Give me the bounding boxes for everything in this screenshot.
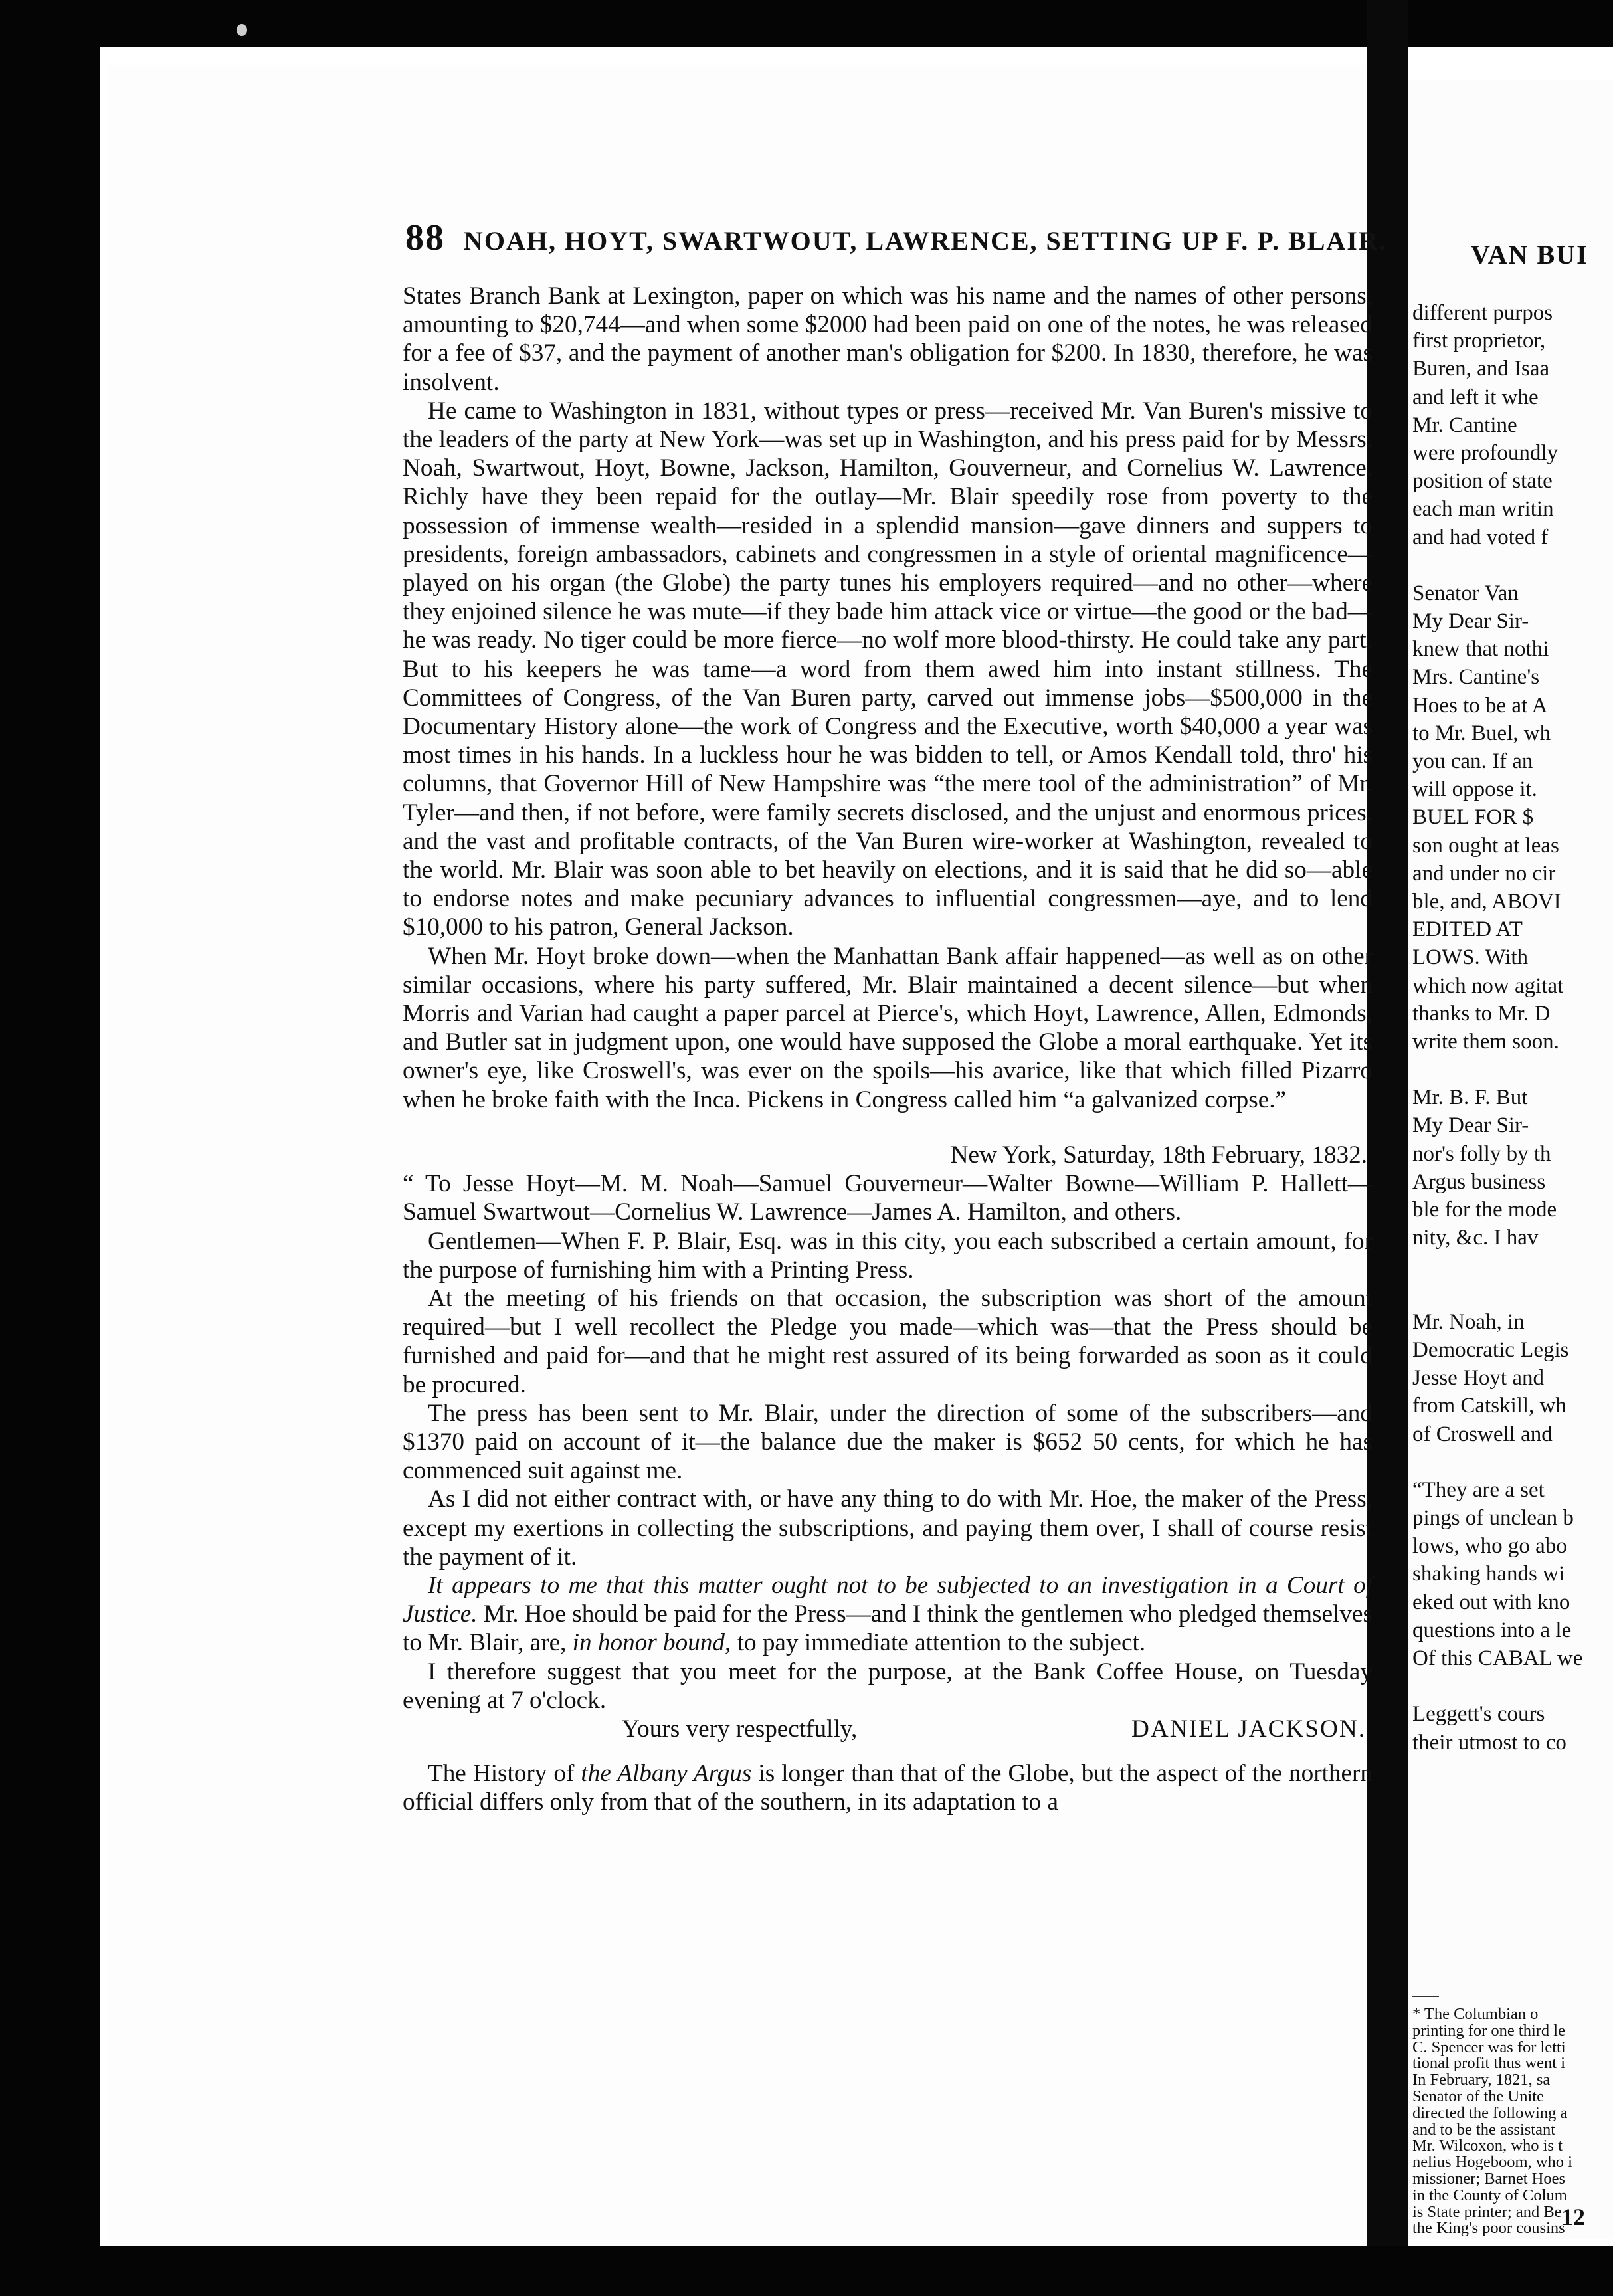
letter-paragraph: Gentlemen—When F. P. Blair, Esq. was in this city, you each subscribed a certain amount, for the purpose of furnishing him with a Printing Press. (403, 1227, 1373, 1284)
facing-page-line: pings of unclean b (1412, 1506, 1574, 1531)
text-run: to pay immediate attention to the subject. (731, 1629, 1146, 1657)
facing-page-line (1412, 1280, 1613, 1308)
running-title: NOAH, HOYT, SWARTWOUT, LAWRENCE, SETTING UP F. P. BLAIR. (464, 226, 1387, 256)
facing-page-line: different purpos (1412, 301, 1553, 325)
facing-page-line: My Dear Sir- (1412, 1113, 1529, 1138)
facing-page-line: of Croswell and (1412, 1422, 1553, 1446)
facing-page-line: shaking hands wi (1412, 1562, 1565, 1586)
scan-border-bottom (0, 2246, 1613, 2296)
italic-text: It appears to me that this matter ought not to be subjected to an investigation in a Court of Justice. (403, 1571, 1373, 1628)
facing-page-line: position of state (1412, 469, 1553, 494)
letter-paragraph (403, 1571, 1373, 1658)
italic-text: the Albany Argus (581, 1760, 752, 1788)
footnote-line: nelius Hogeboom, who i (1412, 2153, 1572, 2172)
letter-signature: DANIEL JACKSON. (1131, 1715, 1366, 1743)
footnote-line: Mr. Wilcoxon, who is t (1412, 2137, 1563, 2155)
facing-page-line: their utmost to co (1412, 1730, 1566, 1755)
paragraph (403, 1759, 1373, 1816)
facing-page-line: Senator Van (1412, 581, 1519, 605)
facing-page-line (1412, 1252, 1613, 1280)
facing-page-line: Buren, and Isaa (1412, 357, 1550, 381)
paragraph: He came to Washington in 1831, without types or press—received Mr. Van Buren's missive to the leaders of the party at New York—was set up in Washington, and his press paid for by Messrs. Noah, Swartwout, Hoyt, Bowne, Jackson, Hamilton, Gouverneur, and Cornelius W. Lawrence. Richly have they been repaid for the outlay—Mr. Blair speedily rose from poverty to the possession of immense wealth—resided in a splendid mansion—gave dinners and suppers to presidents, foreign ambassadors, cabinets and congressmen in a style of oriental magnificence—played on his organ (the Globe) the party tunes his employers required—and no other—where they enjoined silence he was mute—if they bade him attack vice or virtue—the good or the bad—he was ready. No tiger could be more fierce—no wolf more blood-thirsty. He could take any part. But to his keepers he was tame—a word from them awed him into instant stillness. The Committees of Congress, of the Van Buren party, carved out immense jobs—$500,000 in the Documentary History alone—the work of Congress and the Executive, worth $40,000 a year was most times in his hands. In a luckless hour he was bidden to tell, or Amos Kendall told, thro' his columns, that Governor Hill of New Hampshire was “the mere tool of the administration” of Mr. Tyler—and then, if not before, were family secrets disclosed, and the unjust and enormous prices, and the vast and profitable contracts, of the Van Buren wire-worker at Washington, revealed to the world. Mr. Blair was soon able to bet heavily on elections, and it is said that he did so—able to endorse notes and make pecuniary advances to influential congressmen—aye, and to lend $10,000 to his patron, General Jackson. (403, 397, 1373, 941)
facing-page-line: each man writin (1412, 497, 1554, 522)
facing-page-line: Leggett's cours (1412, 1702, 1545, 1727)
facing-page-line: questions into a le (1412, 1618, 1572, 1642)
footnote-rule (1412, 1996, 1439, 1997)
footnote-line: C. Spencer was for letti (1412, 2038, 1566, 2056)
facing-page-line: LOWS. With (1412, 945, 1529, 970)
letter-paragraph: The press has been sent to Mr. Blair, under the direction of some of the subscribers—and $1370 paid on account of it—the balance due the maker is $652 50 cents, for which he has commenced suit against me. (403, 1399, 1373, 1485)
facing-page-line: Argus business (1412, 1169, 1546, 1194)
footnote-line: the King's poor cousins (1412, 2219, 1565, 2238)
facing-page-line: ble for the mode (1412, 1198, 1557, 1222)
page-number: 88 (405, 217, 445, 258)
facing-page-line: Mrs. Cantine's (1412, 665, 1540, 690)
facing-page-line: and had voted f (1412, 525, 1549, 549)
scan-speck (237, 24, 247, 36)
facing-page-line: knew that nothi (1412, 637, 1549, 662)
book-page-right-cropped (1408, 80, 1613, 2239)
paragraph: States Branch Bank at Lexington, paper on which was his name and the names of other persons, amounting to $20,744—and when some $2000 had been paid on one of the notes, he was released for a fee of $37, and the payment of another man's obligation for $200. In 1830, therefore, he was insolvent. (403, 282, 1373, 396)
text-run: The History of (428, 1760, 581, 1788)
facing-page-line (1412, 1056, 1613, 1084)
facing-page-line: ble, and, ABOVI (1412, 889, 1561, 913)
scan-border-left (0, 0, 100, 2296)
facing-page-line: write them soon. (1412, 1029, 1559, 1054)
letter-signoff (403, 1715, 1373, 1743)
facing-page-line (1412, 1448, 1613, 1476)
facing-page-line (1412, 1672, 1613, 1700)
facing-page-line: eked out with kno (1412, 1590, 1570, 1614)
spacer (403, 1743, 1373, 1759)
book-gutter (1367, 0, 1408, 2296)
facing-page-line: EDITED AT (1412, 917, 1523, 942)
facing-page-line: nor's folly by th (1412, 1141, 1551, 1166)
facing-page-line: first proprietor, (1412, 329, 1546, 353)
facing-page-line: which now agitat (1412, 973, 1564, 998)
page-body (403, 282, 1373, 1817)
facing-page-footnotes (1412, 2006, 1572, 2237)
text-run: is longer than that of the Globe, but the aspect of the northern official differs only from that of the southern, in its adaptation to a (403, 1760, 1373, 1816)
footnote-line: printing for one third le (1412, 2021, 1565, 2040)
letter-paragraph: As I did not either contract with, or have any thing to do with Mr. Hoe, the maker of the Press, except my exertions in collecting the subscriptions, and paying them over, I shall of course resist the payment of it. (403, 1485, 1373, 1571)
facing-page-line: Mr. Noah, in (1412, 1309, 1525, 1334)
spacer (403, 1114, 1373, 1141)
facing-page-line: nity, &c. I hav (1412, 1226, 1539, 1250)
facing-page-line: My Dear Sir- (1412, 609, 1529, 634)
facing-page-line: “They are a set (1412, 1478, 1545, 1502)
facing-page-line: Mr. B. F. But (1412, 1086, 1528, 1110)
letter-paragraph: At the meeting of his friends on that occasion, the subscription was short of the amount required—but I well recollect the Pledge you made—which was—that the Press should be furnished and paid for—and that he might rest assured of its being forwarded as soon as it could be procured. (403, 1284, 1373, 1398)
footnote-line: missioner; Barnet Hoes (1412, 2169, 1565, 2188)
facing-page-line: to Mr. Buel, wh (1412, 721, 1551, 745)
facing-page-line: from Catskill, wh (1412, 1394, 1566, 1418)
facing-page-line: Jesse Hoyt and (1412, 1366, 1544, 1390)
facing-page-line: Hoes to be at A (1412, 693, 1548, 718)
facing-page-line: son ought at leas (1412, 833, 1559, 858)
facing-page-line: and left it whe (1412, 385, 1539, 409)
text-run: Mr. Hoe should be paid for the Press—and I think the gentlemen who pledged themselves to Mr. Blair, are, (403, 1600, 1373, 1657)
italic-text: in honor bound, (572, 1629, 731, 1657)
letter-dateline: New York, Saturday, 18th February, 1832. (950, 1141, 1367, 1169)
letter-closing: Yours very respectfully, (622, 1715, 858, 1743)
footnote-line: Senator of the Unite (1412, 2087, 1544, 2105)
facing-page-line: lows, who go abo (1412, 1534, 1567, 1559)
letter-paragraph: I therefore suggest that you meet for the purpose, at the Bank Coffee House, on Tuesday evening at 7 o'clock. (403, 1658, 1373, 1714)
footnote-line: and to be the assistant (1412, 2120, 1556, 2139)
running-header (405, 217, 1387, 258)
paragraph: When Mr. Hoyt broke down—when the Manhattan Bank affair happened—as well as on other similar occasions, where his party suffered, Mr. Blair maintained a decent silence—but when Morris and Varian had caught a paper parcel at Pierce's, which Hoyt, Lawrence, Allen, Edmonds, and Butler sat in judgment upon, one would have supposed the Globe a moral earthquake. Yet its owner's eye, like Croswell's, was ever on the spoils—his avarice, like that which filled Pizarro when he broke faith with the Inca. Pickens in Congress called him “a galvanized corpse.” (403, 942, 1373, 1113)
footnote-line: in the County of Colum (1412, 2186, 1567, 2204)
facing-page-line: were profoundly (1412, 440, 1559, 465)
signature-mark: 12 (1561, 2204, 1585, 2230)
letter-addressees: “ To Jesse Hoyt—M. M. Noah—Samuel Gouverneur—Walter Bowne—William P. Hallett—Samuel Swartwout—Cornelius W. Lawrence—James A. Hamilton, and others. (403, 1170, 1373, 1226)
facing-page-line: Of this CABAL we (1412, 1646, 1583, 1670)
facing-page-line: BUEL FOR $ (1412, 805, 1534, 830)
facing-page-line (1412, 551, 1613, 579)
facing-page-line: will oppose it. (1412, 777, 1537, 802)
facing-page-text (1412, 299, 1613, 1757)
facing-page-header: VAN BUI (1471, 240, 1588, 270)
facing-page-line: and under no cir (1412, 861, 1556, 886)
footnote-line: * The Columbian o (1412, 2005, 1539, 2023)
footnote-line: is State printer; and Be (1412, 2202, 1562, 2221)
facing-page-line: thanks to Mr. D (1412, 1001, 1551, 1026)
footnote-line: tional profit thus went i (1412, 2054, 1565, 2073)
footnote-line: directed the following a (1412, 2103, 1568, 2122)
facing-page-line: Mr. Cantine (1412, 413, 1517, 437)
facing-page-line: you can. If an (1412, 749, 1533, 773)
facing-page-line: Democratic Legis (1412, 1337, 1569, 1362)
footnote-line: In February, 1821, sa (1412, 2071, 1551, 2089)
